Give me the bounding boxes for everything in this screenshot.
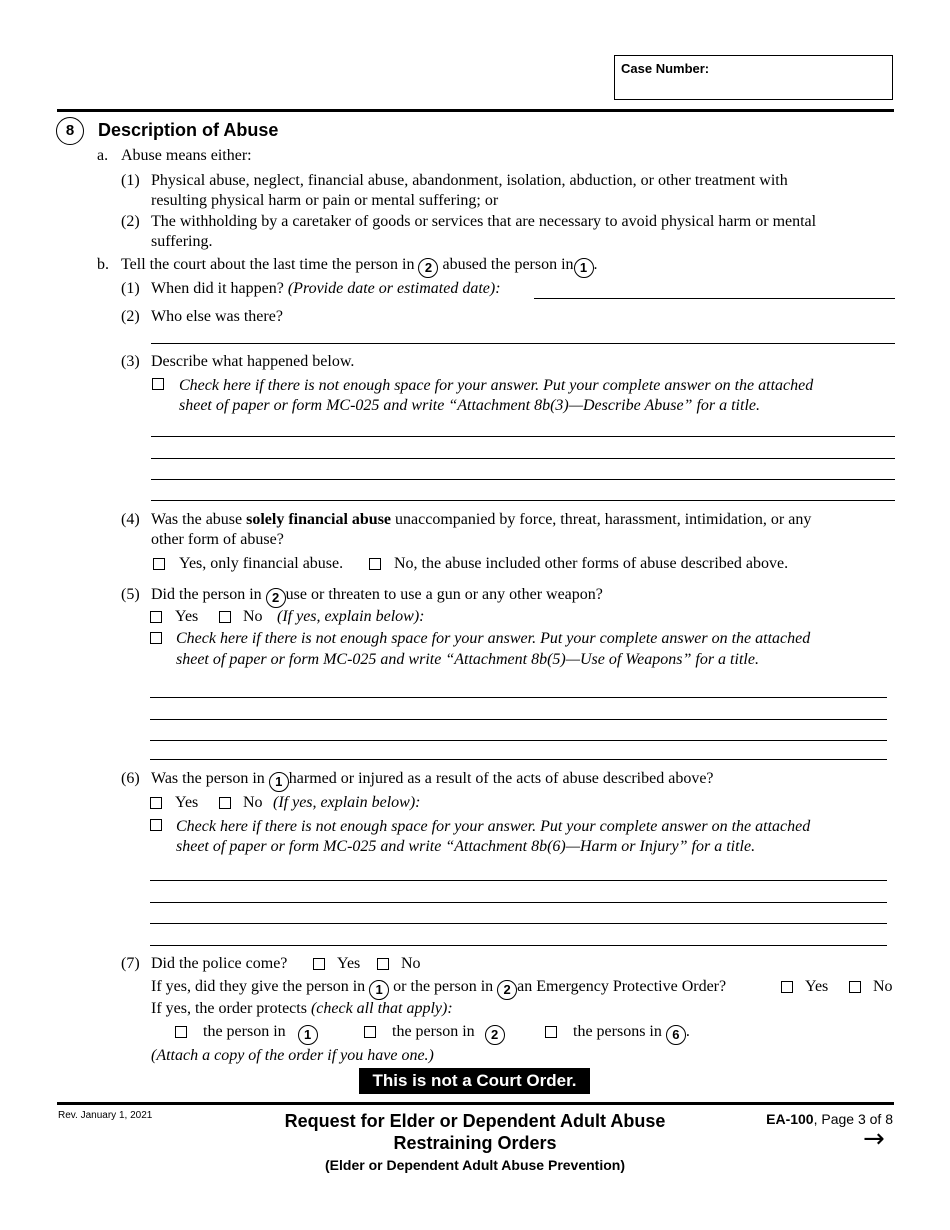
protects-person2-label: the person in 2 [392, 1022, 505, 1045]
q2-text: Who else was there? [151, 308, 283, 325]
item-a1-num: (1) [121, 172, 140, 189]
section-number-badge: 8 [56, 117, 84, 145]
q6-answer-line[interactable] [150, 945, 887, 946]
q5-answer-line[interactable] [150, 719, 887, 720]
page-indicator: EA-100, Page 3 of 8 [766, 1111, 893, 1127]
footer-rule [57, 1102, 894, 1105]
party-1-circle: 1 [298, 1025, 318, 1045]
form-subtitle: (Elder or Dependent Adult Abuse Prevention) [325, 1157, 625, 1173]
q4-num: (4) [121, 511, 140, 528]
police-no-label: No [401, 955, 421, 972]
header-rule [57, 109, 894, 112]
q5-hint: (If yes, explain below): [277, 608, 425, 625]
party-2-circle: 2 [485, 1025, 505, 1045]
q2-num: (2) [121, 308, 140, 325]
case-number-label: Case Number: [621, 61, 710, 76]
date-field[interactable] [534, 298, 895, 299]
q3-num: (3) [121, 353, 140, 370]
epo-yes-checkbox[interactable] [781, 981, 793, 993]
q5-yes-label: Yes [175, 608, 199, 625]
item-a-text: Abuse means either: [121, 147, 252, 164]
q6-no-label: No [243, 794, 263, 811]
case-number-box[interactable] [614, 55, 893, 100]
party-2-circle: 2 [418, 258, 438, 278]
q4-no-label: No, the abuse included other forms of abuse described above. [394, 555, 789, 572]
q5-num: (5) [121, 586, 140, 603]
q6-text: Was the person in 1 harmed or injured as a result of the acts of abuse described above? [151, 769, 714, 792]
party-2-circle: 2 [266, 588, 286, 608]
epo-yes-label: Yes [805, 978, 829, 995]
protects-person1-label: the person in 1 [203, 1022, 318, 1045]
q6-yes-label: Yes [175, 794, 199, 811]
q5-no-checkbox[interactable] [219, 611, 231, 623]
q5-no-label: No [243, 608, 263, 625]
police-yes-checkbox[interactable] [313, 958, 325, 970]
protects-persons6-checkbox[interactable] [545, 1026, 557, 1038]
q5-answer-line[interactable] [150, 759, 887, 760]
not-court-order-banner: This is not a Court Order. [359, 1068, 590, 1094]
q6-answer-line[interactable] [150, 902, 887, 903]
q5-check-line1: Check here if there is not enough space for your answer. Put your complete answer on the attached [176, 630, 811, 647]
q7-num: (7) [121, 955, 140, 972]
order-protects-text: If yes, the order protects (check all that apply): [151, 1000, 453, 1017]
party-1-circle: 1 [269, 772, 289, 792]
q5-answer-line[interactable] [150, 697, 887, 698]
q6-no-checkbox[interactable] [219, 797, 231, 809]
item-b-marker: b. [97, 256, 109, 273]
q1-num: (1) [121, 280, 140, 297]
revision-date: Rev. January 1, 2021 [58, 1110, 153, 1121]
epo-question: If yes, did they give the person in 1 or the person in 2 an Emergency Protective Order? [151, 977, 726, 1000]
q3-answer-line[interactable] [151, 500, 895, 501]
form-title-line1: Request for Elder or Dependent Adult Abuse [284, 1111, 666, 1131]
q4-line2: other form of abuse? [151, 531, 284, 548]
section-title: Description of Abuse [98, 120, 279, 140]
item-a1-line1: Physical abuse, neglect, financial abuse, abandonment, isolation, abduction, or other treatment with [151, 172, 788, 189]
party-1-circle: 1 [574, 258, 594, 278]
q3-more-space-checkbox[interactable] [152, 378, 164, 390]
party-6-circle: 6 [666, 1025, 686, 1045]
party-2-circle: 2 [497, 980, 517, 1000]
form-title-line2: Restraining Orders [393, 1133, 557, 1153]
q6-yes-checkbox[interactable] [150, 797, 162, 809]
q3-check-line2: sheet of paper or form MC-025 and write “Attachment 8b(3)—Describe Abuse” for a title. [179, 397, 760, 414]
q6-more-space-checkbox[interactable] [150, 819, 162, 831]
q6-check-line1: Check here if there is not enough space for your answer. Put your complete answer on the attached [176, 818, 811, 835]
q6-num: (6) [121, 770, 140, 787]
q3-answer-line[interactable] [151, 436, 895, 437]
protects-person2-checkbox[interactable] [364, 1026, 376, 1038]
attach-order-note: (Attach a copy of the order if you have one.) [151, 1047, 434, 1064]
q6-check-line2: sheet of paper or form MC-025 and write “Attachment 8b(6)—Harm or Injury” for a title. [176, 838, 756, 855]
q3-check-line1: Check here if there is not enough space for your answer. Put your complete answer on the attached [179, 377, 814, 394]
police-yes-label: Yes [337, 955, 361, 972]
q5-yes-checkbox[interactable] [150, 611, 162, 623]
item-a-marker: a. [97, 147, 109, 164]
q4-no-checkbox[interactable] [369, 558, 381, 570]
epo-no-checkbox[interactable] [849, 981, 861, 993]
q5-check-line2: sheet of paper or form MC-025 and write “Attachment 8b(5)—Use of Weapons” for a title. [176, 651, 759, 668]
q1-text: When did it happen? (Provide date or estimated date): [151, 280, 501, 297]
q3-answer-line[interactable] [151, 458, 895, 459]
q6-answer-line[interactable] [150, 880, 887, 881]
who-else-field[interactable] [151, 343, 895, 344]
item-a2-line1: The withholding by a caretaker of goods or services that are necessary to avoid physical harm or mental [151, 213, 817, 230]
q5-more-space-checkbox[interactable] [150, 632, 162, 644]
q6-hint: (If yes, explain below): [273, 794, 421, 811]
next-page-arrow-icon[interactable]: → [863, 1124, 885, 1154]
q7-text: Did the police come? [151, 955, 288, 972]
epo-no-label: No [873, 978, 893, 995]
police-no-checkbox[interactable] [377, 958, 389, 970]
item-a1-line2: resulting physical harm or pain or mental suffering; or [151, 192, 499, 209]
protects-person1-checkbox[interactable] [175, 1026, 187, 1038]
q4-yes-label: Yes, only financial abuse. [179, 555, 344, 572]
q6-answer-line[interactable] [150, 923, 887, 924]
protects-persons6-label: the persons in 6 . [573, 1022, 690, 1045]
q4-text: Was the abuse solely financial abuse unaccompanied by force, threat, harassment, intimidation, or any [151, 511, 812, 528]
q3-answer-line[interactable] [151, 479, 895, 480]
q5-text: Did the person in 2 use or threaten to use a gun or any other weapon? [151, 585, 603, 608]
item-a2-num: (2) [121, 213, 140, 230]
item-b-text: Tell the court about the last time the person in 2 abused the person in 1 . [121, 255, 598, 278]
item-a2-line2: suffering. [151, 233, 213, 250]
party-1-circle: 1 [369, 980, 389, 1000]
q5-answer-line[interactable] [150, 740, 887, 741]
q4-yes-checkbox[interactable] [153, 558, 165, 570]
q3-text: Describe what happened below. [151, 353, 355, 370]
